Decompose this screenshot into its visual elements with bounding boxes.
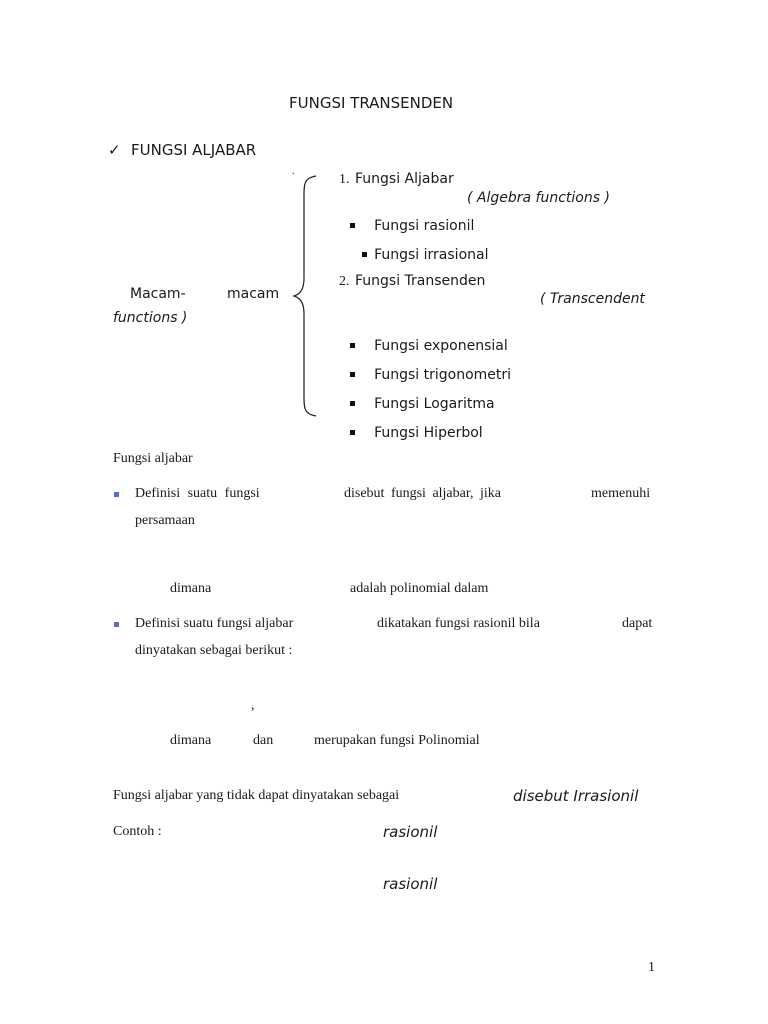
- curly-brace-icon: [290, 170, 320, 420]
- group1-list-item-1: [350, 215, 474, 234]
- def1-text-3: memenuhi: [591, 486, 651, 501]
- irrasionil-text: Fungsi aljabar yang tidak dapat dinyatakan sebagai: [113, 788, 400, 803]
- group2-list-item-3: [350, 393, 495, 412]
- bullet-square-icon: [362, 252, 367, 257]
- comma: ,: [251, 698, 255, 713]
- def1-text-line2: persamaan: [135, 513, 195, 528]
- page-number: 1: [648, 960, 655, 975]
- bullet-square-icon: [350, 223, 355, 228]
- left-label-macam: Macam-: [130, 286, 186, 302]
- list-item-label: Fungsi Hiperbol: [374, 425, 483, 441]
- def2-text-3: dapat: [622, 616, 653, 631]
- left-label-functions: functions ): [113, 310, 188, 326]
- bullet-square-icon: [350, 343, 355, 348]
- list-item-label: Fungsi exponensial: [374, 338, 508, 354]
- def2-text-2: dikatakan fungsi rasionil bila: [377, 616, 540, 631]
- where2-polinomial: merupakan fungsi Polinomial: [314, 733, 480, 748]
- list-item-label: Fungsi rasionil: [374, 218, 475, 234]
- page-title: FUNGSI TRANSENDEN: [289, 94, 454, 112]
- group1-number: 1.: [339, 172, 350, 187]
- def2-text-line2: dinyatakan sebagai berikut :: [135, 643, 293, 658]
- def1-text-2: disebut fungsi aljabar, jika: [344, 486, 501, 501]
- bullet-blue-icon: [114, 492, 119, 497]
- subheading: Fungsi aljabar: [113, 451, 193, 466]
- where2-dimana: dimana: [170, 733, 212, 748]
- group2-list-item-4: [350, 422, 483, 441]
- def1-text-1: Definisi suatu fungsi: [135, 486, 260, 501]
- group2-english: ( Transcendent: [540, 291, 645, 307]
- where2-dan: dan: [253, 733, 274, 748]
- bullet-square-icon: [350, 401, 355, 406]
- check-icon: ✓: [108, 141, 121, 159]
- group2-list-item-2: [350, 364, 511, 383]
- list-item-label: Fungsi irrasional: [374, 247, 489, 263]
- diagram-dot: .: [292, 166, 295, 177]
- bullet-blue-icon: [114, 622, 119, 627]
- group1-label: Fungsi Aljabar: [355, 171, 454, 187]
- list-item-label: Fungsi Logaritma: [374, 396, 495, 412]
- group2-number: 2.: [339, 274, 350, 289]
- contoh-label: Contoh :: [113, 824, 162, 839]
- contoh-rasionil-1: rasionil: [383, 823, 438, 841]
- def2-text-1: Definisi suatu fungsi aljabar: [135, 616, 294, 631]
- left-label-macam-2: macam: [227, 286, 280, 302]
- group1-list-item-2: [362, 244, 488, 263]
- bullet-square-icon: [350, 372, 355, 377]
- group2-label: Fungsi Transenden: [355, 273, 486, 289]
- section-heading: FUNGSI ALJABAR: [131, 141, 257, 159]
- where1-dimana: dimana: [170, 581, 212, 596]
- list-item-label: Fungsi trigonometri: [374, 367, 512, 383]
- contoh-rasionil-2: rasionil: [383, 875, 438, 893]
- where1-polinomial: adalah polinomial dalam: [350, 581, 489, 596]
- group2-list-item-1: [350, 335, 508, 354]
- group1-english: ( Algebra functions ): [467, 190, 610, 206]
- bullet-square-icon: [350, 430, 355, 435]
- irrasionil-label: disebut Irrasionil: [513, 787, 639, 805]
